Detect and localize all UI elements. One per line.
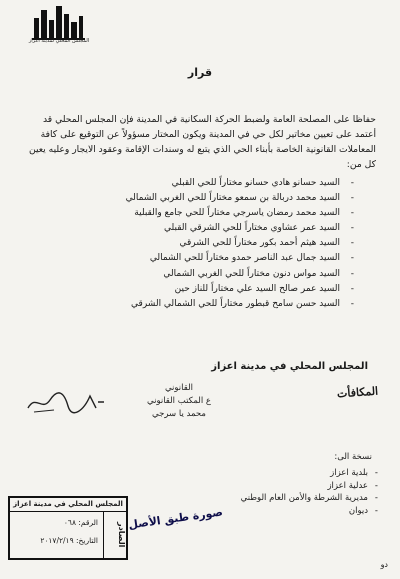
letterhead-caption: المجلس المحلي لمدينة اعزاز bbox=[28, 38, 90, 44]
copy-to-list bbox=[241, 467, 368, 517]
stamp-side-label: الصادر bbox=[103, 511, 126, 558]
copy-to-label: نسخة الى: bbox=[334, 452, 372, 462]
list-item: السيد مواس دنون مختاراً للحي الغربي الشمالي - bbox=[40, 267, 340, 282]
stamp-number-label: الرقم: bbox=[78, 518, 98, 527]
stamp-header: المجلس المحلي في مدينة اعزاز bbox=[10, 498, 126, 512]
stamp-date-value: ٢٠١٧/٢/١٩ bbox=[40, 536, 74, 545]
outgoing-registry-stamp bbox=[8, 496, 128, 560]
list-item: بلدية اعزاز - bbox=[241, 467, 368, 480]
stamp-number bbox=[64, 518, 98, 527]
document-title: قرار bbox=[187, 66, 213, 79]
list-item: مديرية الشرطة والأمن العام الوطني - bbox=[241, 492, 368, 505]
list-item: السيد محمد دربالة بن سمعو مختاراً للحي الغربي الشمالي - bbox=[40, 191, 340, 206]
handwritten-signature-icon bbox=[24, 388, 108, 416]
list-item: ديوان - bbox=[241, 505, 368, 518]
list-item: السيد حسانو هادي حسانو مختاراً للحي القبلي - bbox=[40, 176, 340, 191]
list-item: السيد عمر عشاوي مختاراً للحي الشرقي القبلي - bbox=[40, 221, 340, 236]
list-item: السيد جمال عبد الناصر حمدو مختاراً للحي الشمالي - bbox=[40, 251, 340, 266]
list-item: السيد عمر صالح السيد علي مختاراً للناز حين - bbox=[40, 282, 340, 297]
true-copy-stamp: صورة طبق الأصل bbox=[127, 505, 224, 532]
stamp-date bbox=[40, 536, 98, 545]
decision-intro: حفاظا على المصلحة العامة ولضبط الحركة السكانية في المدينة فإن المجلس المحلي قد أعتمد على تعيين مخاتير لكل حي في المدينة ويكون المختار مسؤولاً عن التوقيع على كافة المعاملات القانونية الخاصة بأبناء الحي الذي يتبع له وسندات الإقامة وعقود الايجار وعليه يعين كل من: bbox=[28, 114, 376, 170]
list-item: عدلية اعزاز - bbox=[241, 480, 368, 493]
legal-office-signature bbox=[124, 382, 234, 421]
list-item: السيد حسن سامح قبطور مختاراً للحي الشمالي الشرقي - bbox=[40, 297, 340, 312]
appointee-list bbox=[40, 176, 340, 312]
stamp-date-label: التاريخ: bbox=[76, 536, 98, 545]
secretary-signature: المكافأت bbox=[336, 384, 379, 401]
council-signature: المجلس المحلي في مدينة اعزاز bbox=[211, 361, 368, 372]
council-logo-icon bbox=[30, 4, 86, 42]
corner-mark: دو bbox=[380, 560, 388, 569]
stamp-number-value: ٠٦٨ bbox=[63, 518, 76, 527]
legal-signature-office: ع المكتب القانوني bbox=[147, 396, 211, 406]
list-item: السيد هيثم أحمد بكور مختاراً للحي الشرقي - bbox=[40, 236, 340, 251]
legal-signature-name: محمد يا سرجي bbox=[152, 409, 206, 419]
list-item: السيد محمد رمضان ياسرجي مختاراً للحي جامع والقبلية - bbox=[40, 206, 340, 221]
legal-signature-title: القانوني bbox=[164, 383, 194, 393]
